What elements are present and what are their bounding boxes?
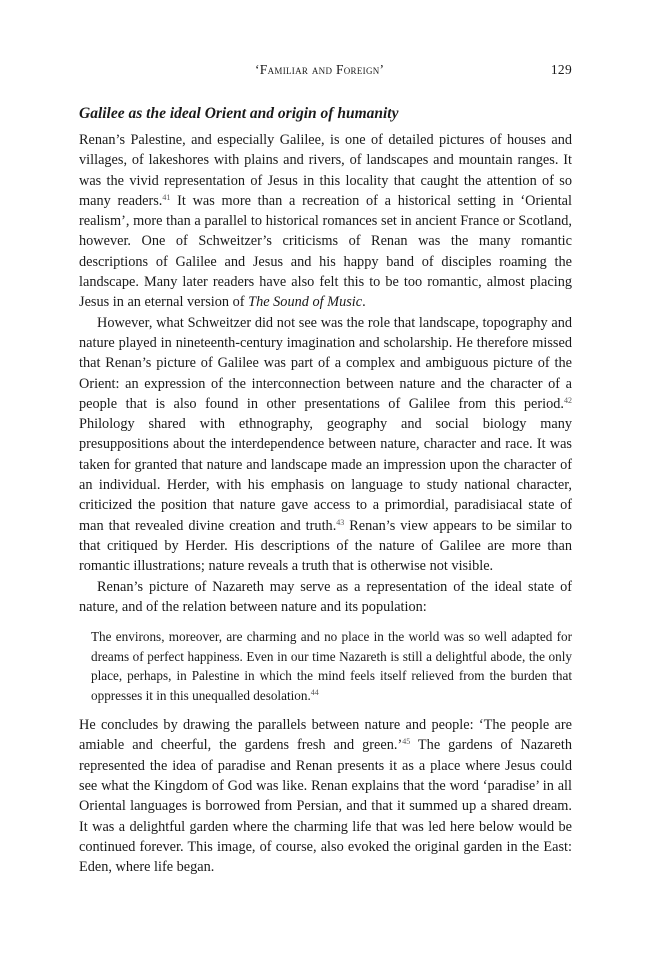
- page-number: 129: [550, 62, 572, 77]
- paragraph-1-text-c: .: [362, 294, 366, 311]
- paragraph-2-text-b: Philology shared with ethnography, geography and social biology many presuppositions about the interdependence between nature, character and race. It was taken for granted that nature and landscape made an impression upon the character of an individual. Herder, with his emphasis on language to study national character, criticized the position that nature gave access to a primordial, paradisiacal state of man that revealed divine creation and truth.: [79, 416, 572, 534]
- footnote-ref-45: 45: [402, 737, 411, 747]
- paragraph-2-text-c: Renan’s view appears to be similar to that critiqued by Herder. His descriptions of the nature of Galilee are more than romantic illustrations; nature reveals a truth that is otherwise not visible.: [79, 517, 572, 575]
- paragraph-1-text-a: Renan’s Palestine, and especially Galilee, is one of detailed pictures of houses and villages, of lakeshores with plains and rivers, of landscapes and mountain ranges. It was the vivid representation of Jesus in this locality that caught the attention of so many readers.: [79, 132, 572, 209]
- paragraph-2-text-a: However, what Schweitzer did not see was the role that landscape, topography and nature played in nineteenth-century imagination and scholarship. He therefore missed that Renan’s picture of Galilee was part of a complex and ambiguous picture of the Orient: an expression of the interconnection between nature and the character of a people that is also found in other presentations of Galilee from this period.: [79, 314, 572, 412]
- block-quote: [91, 627, 572, 705]
- film-title: The Sound of Music: [248, 294, 363, 311]
- footnote-ref-41: 41: [162, 192, 171, 202]
- paragraph-1-text-b: It was more than a recreation of a historical setting in ‘Oriental realism’, more than a parallel to historical romances set in ancient France or Scotland, however. One of Schweitzer’s criticisms of Renan was the many romantic descriptions of Galilee and Jesus and his happy band of disciples roaming the landscape. Many later readers have also felt this to be too romantic, almost placing Jesus in an eternal version of: [79, 192, 572, 311]
- block-quote-text: The environs, moreover, are charming and no place in the world was so well adapted for dreams of perfect happiness. Even in our time Nazareth is still a delightful abode, the only place, perhaps, in Palestine in which the mind feels itself relieved from the burden that oppresses it in this unequalled desolation.: [91, 629, 572, 703]
- footnote-ref-43: 43: [336, 517, 345, 527]
- book-page: [79, 0, 572, 974]
- paragraph-3-text: Renan’s picture of Nazareth may serve as a representation of the ideal state of nature, and of the relation between nature and its population:: [79, 578, 572, 615]
- paragraph-4-text-a: He concludes by drawing the parallels between nature and people: ‘The people are amiable and cheerful, the gardens fresh and green.’: [79, 717, 572, 754]
- running-title: ‘Familiar and Foreign’: [255, 62, 385, 77]
- paragraph-4: [79, 715, 572, 877]
- paragraph-2: [79, 313, 572, 577]
- footnote-ref-42: 42: [564, 395, 572, 405]
- running-head: [79, 62, 572, 82]
- paragraph-3: [79, 577, 572, 618]
- footnote-ref-44: 44: [310, 687, 319, 697]
- section-heading: Galilee as the ideal Orient and origin of humanity: [79, 105, 399, 122]
- body-text: [79, 130, 572, 878]
- paragraph-4-text-b: The gardens of Nazareth represented the idea of paradise and Renan presents it as a place where Jesus could see what the Kingdom of God was like. Renan explains that the word ‘paradise’ in all Oriental languages is borrowed from Persian, and that it summed up a shared dream. It was a delightful garden where the charming life that was led here below would be continued forever. This image, of course, also evoked the original garden in the East: Eden, where life began.: [79, 737, 572, 876]
- paragraph-1: [79, 130, 572, 313]
